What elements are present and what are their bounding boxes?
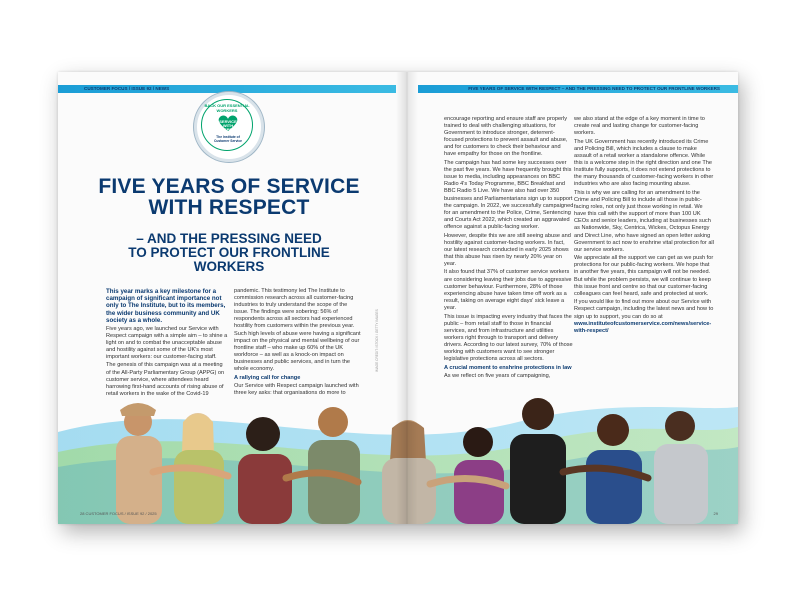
paragraph: We appreciate all the support we can get as we push for protections for our public-facing workers. We hope that in another five years, this campaign will not be needed. But while the problem persists, we will continue to keep this issue front and centre so that our customer-facing colleagues can feel heard, safe and protected at work. [574,255,714,297]
page-number-right: 29 [713,511,718,516]
badge-institute-line1: The Institute of [216,135,240,139]
people-photo [58,392,738,524]
paragraph: we also stand at the edge of a key moment in time to create real and lasting change for customer-facing workers. [574,116,705,137]
right-column-2 [574,116,714,336]
paragraph: The genesis of this campaign was at a meeting of the All-Party Parliamentary Group (APPG) on customer service, where attendees heard harrowing first-hand accounts of rising abuse of retail workers in the wake of the Covid-19 [106,362,225,397]
right-header-bar [418,85,738,93]
paragraph: As we reflect on five years of campaigning, [444,373,551,380]
magazine-spread [58,72,738,524]
article-subtitle-line1: – AND THE PRESSING NEED [136,231,322,246]
paragraph: The UK Government has recently introduced its Crime and Policing Bill, which includes a clause to make assault of a retail worker a standalone offence. While this is a welcome step in the right direction and one The Institute fully supports, it does not extend protections to the many thousands of customer-facing workers in other industries who are also facing mounting abuse. [574,138,714,188]
service-with-respect-badge [194,92,264,162]
badge-heart-line1: SERVICE [219,119,237,124]
closing-text: If you would like to find out more about our Service with Respect campaign, including the latest news and how to sign up to support, you can do so at [574,299,714,320]
page-number-left: 28 CUSTOMER FOCUS / ISSUE 92 / 2025 [80,511,157,516]
paragraph: It also found that 37% of customer service workers are considering leaving their jobs due to aggressive customer behaviour. Furthermore, 28% of those experiencing abuse have taken time off work as a result, taking on average eight days' sick leave a year. [444,269,572,311]
paragraph: Five years ago, we launched our Service with Respect campaign with a simple aim – to shine a light on and to combat the unacceptable abuse and hostility against some of the UK's most important workers: our customer-facing staff. [106,325,228,360]
section-heading: A rallying call for change [234,374,301,381]
paragraph: Our Service with Respect campaign launched with three key asks: that organisations do more to [234,383,359,397]
campaign-link[interactable]: www.instituteofcustomerservice.com/news/service-with-respect/ [574,320,712,334]
article-subtitle-line2: TO PROTECT OUR FRONTLINE [128,245,330,260]
badge-heart-line2: WITH [222,123,234,129]
left-header-text: CUSTOMER FOCUS / ISSUE 92 / NEWS [84,86,170,91]
article-title [88,176,370,218]
paragraph: However, despite this we are still seeing abuse and hostility against customer-facing workers. In fact, our latest research conducted in early 2025 shows that this abuse has risen by nearly 20% year on year. [444,232,571,267]
section-heading: A crucial moment to enshrine protections in law [444,364,572,371]
image-credit: IMAGE CREDIT: ISTOCK / GETTY IMAGES [375,309,379,372]
paragraph: This issue is impacting every industry that faces the public – from retail staff to those in financial services, and from infrastructure and utilities workers right through to transport and delivery drivers. According to our latest survey, 70% of those working with customers want to see stronger legislative protections across all sectors. [444,313,573,363]
badge-heart-text [214,120,242,133]
paragraph: This is why we are calling for an amendment to the Crime and Policing Bill to include all those in public-facing roles, not only just those working in retail. We have this call with the support of more than 100 UK CEOs and senior leaders, including at businesses such as Nationwide, Sky, Centrica, Wickes, Octopus Energy and Direct Line, who have signed an open letter asking Government to act now to enshrine vital protection for all our service workers. [574,189,714,253]
badge-heart-line3: RESPECT [218,127,238,133]
left-column-2 [234,288,362,399]
paragraph: encourage reporting and ensure staff are properly trained to deal with challenging situations, for Government to introduce stronger, deterrent-focused protections to prevent assault and abuse, and for customers to check their behaviour and have empathy for those on the frontline. [444,116,568,158]
article-title-line2: WITH RESPECT [148,196,310,219]
right-header-text: FIVE YEARS OF SERVICE WITH RESPECT – AND THE PRESSING NEED TO PROTECT OUR FRONTLINE WORKERS [468,86,720,91]
badge-inner-ring [201,99,253,151]
left-column-1 [106,288,228,399]
badge-ring-text: BACK OUR ESSENTIAL WORKERS [204,103,250,113]
paragraph: The campaign has had some key successes over the past five years. We have frequently brought this issue to media, including appearances on BBC Radio 4's Today Programme, BBC Breakfast and BBC Radio 5 Live. We have also had over 350 businesses and Parliamentarians sign up to support the campaign. In 2022, we successfully campaigned for an amendment to the Police, Crime, Sentencing and Courts Act 2022, which created an aggravated offence against a public-facing worker. [444,160,574,230]
article-title-line1: FIVE YEARS OF SERVICE [98,175,360,198]
badge-institute-name [210,136,246,143]
article-subtitle-line3: WORKERS [193,259,265,274]
paragraph [574,299,714,334]
people-group [116,398,708,524]
right-column-1 [444,116,574,382]
paragraph: pandemic. This testimony led The Institute to commission research across all customer-facing industries to truly understand the scope of the issue. The findings were sobering: 56% of respondents across all sectors had experienced hostility from customers within the previous year. Such high levels of abuse were having a significant impact on the physical and mental wellbeing of our frontline staff – who make up 60% of the UK workforce – as well as a knock-on impact on businesses and public services, and in turn the whole economy. [234,288,361,373]
article-lead: This year marks a key milestone for a campaign of significant importance not only to The Institute, but to its members, the wider business community and UK society as a whole. [106,288,226,324]
badge-institute-line2: Customer Service [213,138,243,143]
article-subtitle [98,232,360,274]
